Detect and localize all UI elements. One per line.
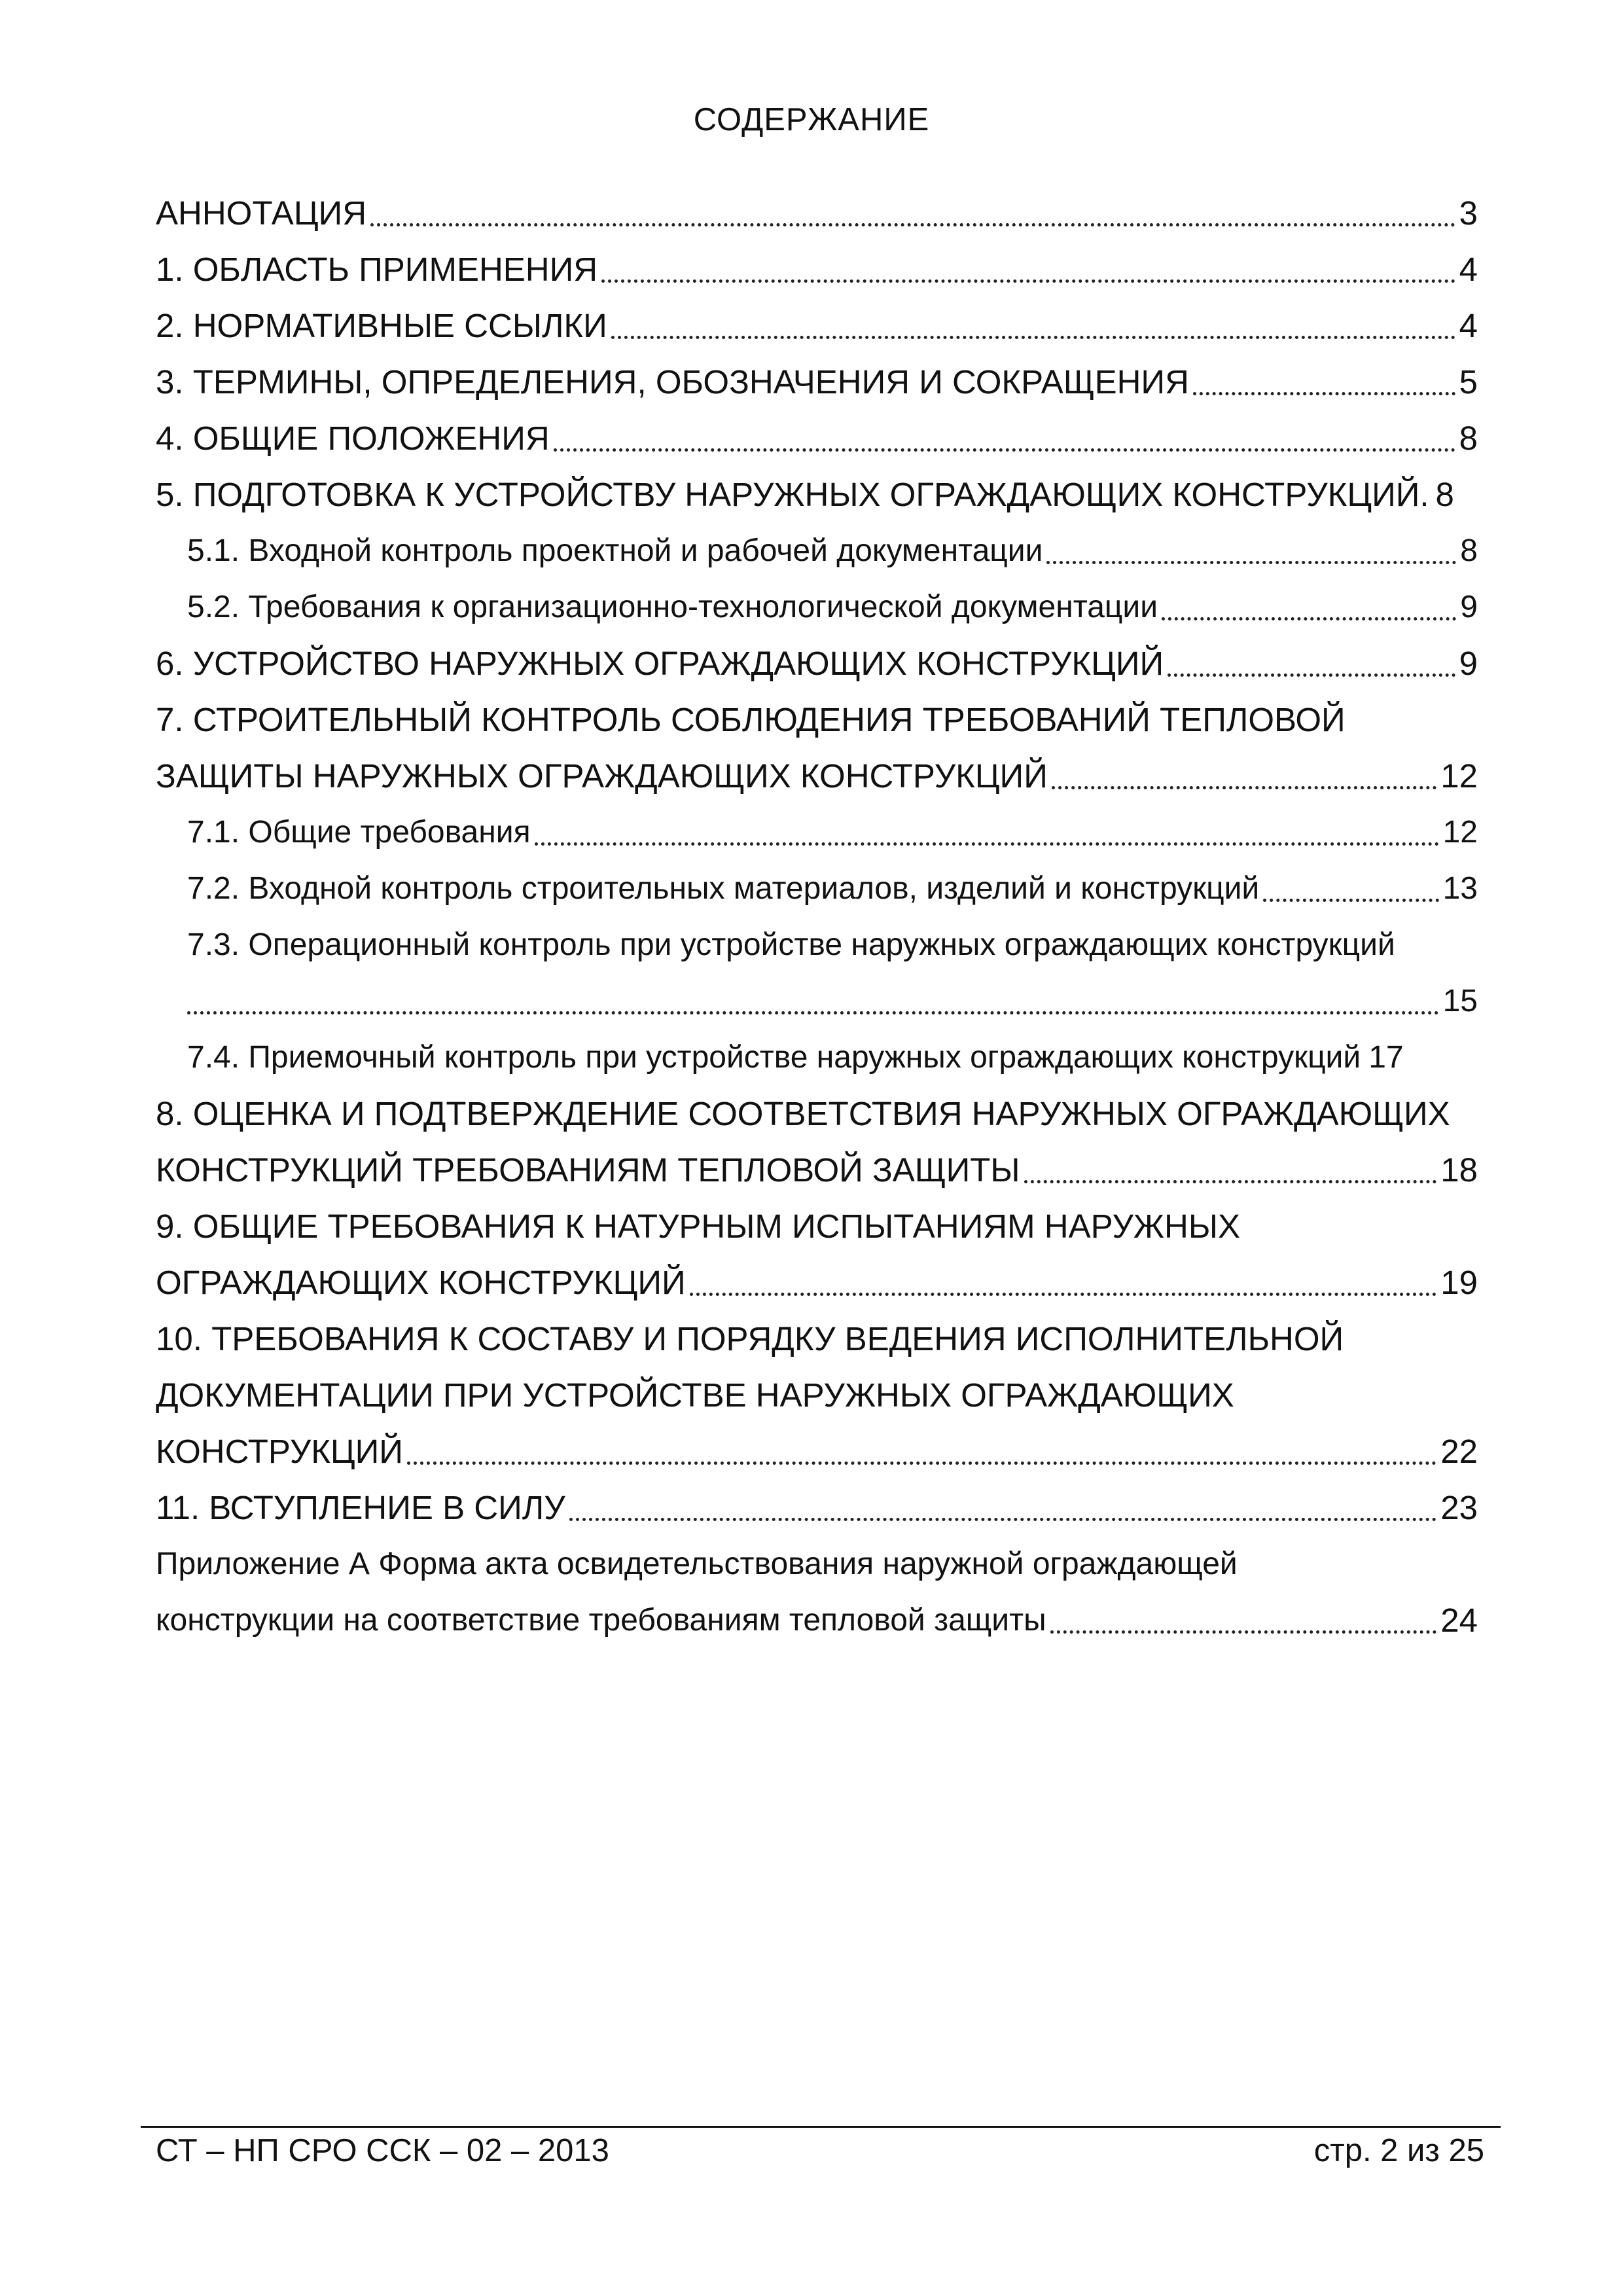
toc-page-number: 8 xyxy=(1460,533,1478,568)
toc-page-number: 9 xyxy=(1459,645,1478,682)
dot-leader xyxy=(187,1011,1439,1014)
dot-leader xyxy=(407,1462,1436,1465)
toc-entry-section-5-2[interactable] xyxy=(187,571,1478,627)
toc-entry-text: 7.4. Приемочный контроль при устройстве наружных ограждающих конструкций xyxy=(187,1040,1361,1075)
toc-entry-section-3[interactable] xyxy=(156,346,1478,402)
toc-page-number: 17 xyxy=(1368,1040,1404,1075)
toc-page-number: 15 xyxy=(1442,984,1478,1018)
toc-entry-text: 5. ПОДГОТОВКА К УСТРОЙСТВУ НАРУЖНЫХ ОГРАЖДАЮЩИХ КОНСТРУКЦИЙ. xyxy=(156,476,1429,513)
dot-leader xyxy=(611,336,1455,339)
toc-entry-section-5[interactable] xyxy=(156,458,1478,514)
toc-entry-text: 11. ВСТУПЛЕНИЕ В СИЛУ xyxy=(156,1489,565,1526)
toc-entry-section-9-line-2[interactable] xyxy=(156,1246,1478,1302)
page-title: СОДЕРЖАНИЕ xyxy=(693,102,930,137)
toc-entry-section-7-1[interactable] xyxy=(187,796,1478,852)
toc-entry-section-7-line-1[interactable] xyxy=(156,683,1478,740)
toc-entry-appendix-a-line-1[interactable] xyxy=(156,1528,1478,1584)
toc-page-number: 12 xyxy=(1440,757,1478,795)
toc-entry-text: 3. ТЕРМИНЫ, ОПРЕДЕЛЕНИЯ, ОБОЗНАЧЕНИЯ И СОКРАЩЕНИЯ xyxy=(156,363,1189,401)
toc-page-number: 12 xyxy=(1442,815,1478,850)
dot-leader xyxy=(690,1293,1437,1296)
toc-entry-section-10-line-1[interactable] xyxy=(156,1302,1478,1359)
toc-entry-section-2[interactable] xyxy=(156,289,1478,346)
toc-entry-section-4[interactable] xyxy=(156,402,1478,458)
toc-entry-text: 7.1. Общие требования xyxy=(187,815,531,850)
footer-doc-code: СТ – НП СРО ССК – 02 – 2013 xyxy=(156,2133,609,2168)
toc-entry-text: 7. СТРОИТЕЛЬНЫЙ КОНТРОЛЬ СОБЛЮДЕНИЯ ТРЕБОВАНИЙ ТЕПЛОВОЙ xyxy=(156,701,1346,738)
dot-leader xyxy=(1024,1180,1437,1183)
toc-page-number: 19 xyxy=(1440,1264,1478,1301)
toc-page-number: 9 xyxy=(1460,590,1478,624)
toc-entry-text: ДОКУМЕНТАЦИИ ПРИ УСТРОЙСТВЕ НАРУЖНЫХ ОГРАЖДАЮЩИХ xyxy=(156,1376,1234,1414)
toc-entry-text: ОГРАЖДАЮЩИХ КОНСТРУКЦИЙ xyxy=(156,1264,686,1301)
dot-leader xyxy=(370,223,1455,226)
toc-entry-section-6[interactable] xyxy=(156,627,1478,683)
toc-entry-section-10-line-3[interactable] xyxy=(156,1415,1478,1471)
toc-entry-text: 7.2. Входной контроль строительных материалов, изделий и конструкций xyxy=(187,871,1260,906)
dot-leader xyxy=(1168,673,1455,677)
toc-page-number: 22 xyxy=(1440,1433,1478,1470)
toc-page-number: 3 xyxy=(1459,194,1478,232)
toc-page-number: 24 xyxy=(1440,1602,1478,1639)
toc-entry-text: КОНСТРУКЦИЙ ТРЕБОВАНИЯМ ТЕПЛОВОЙ ЗАЩИТЫ xyxy=(156,1151,1020,1189)
toc-entry-section-7-2[interactable] xyxy=(187,852,1478,908)
toc-entry-text: Приложение А Форма акта освидетельствования наружной ограждающей xyxy=(156,1547,1238,1581)
toc-entry-text: 5.1. Входной контроль проектной и рабочей документации xyxy=(187,533,1043,568)
toc-entry-section-10-line-2[interactable] xyxy=(156,1359,1478,1415)
toc-page-number: 18 xyxy=(1440,1151,1478,1189)
toc-entry-section-11[interactable] xyxy=(156,1471,1478,1528)
toc-page-number: 8 xyxy=(1459,420,1478,457)
toc-entry-text: КОНСТРУКЦИЙ xyxy=(156,1433,403,1470)
footer-divider xyxy=(141,2126,1501,2128)
toc-entry-section-7-line-2[interactable] xyxy=(156,740,1478,796)
dot-leader xyxy=(1162,617,1456,620)
dot-leader xyxy=(1046,561,1456,564)
dot-leader xyxy=(1052,786,1436,789)
toc-page-number: 23 xyxy=(1440,1489,1478,1526)
toc-page-number: 5 xyxy=(1459,363,1478,401)
toc-entry-appendix-a-line-2[interactable] xyxy=(156,1584,1478,1640)
dot-leader xyxy=(601,279,1455,283)
dot-leader xyxy=(554,448,1455,452)
toc-entry-text: 5.2. Требования к организационно-технологической документации xyxy=(187,590,1158,624)
toc-page-number: 13 xyxy=(1442,871,1478,906)
toc-entry-text: 6. УСТРОЙСТВО НАРУЖНЫХ ОГРАЖДАЮЩИХ КОНСТРУКЦИЙ xyxy=(156,645,1164,682)
toc-entry-text: 8. ОЦЕНКА И ПОДТВЕРЖДЕНИЕ СООТВЕТСТВИЯ НАРУЖНЫХ ОГРАЖДАЮЩИХ xyxy=(156,1095,1450,1132)
toc-entry-text: конструкции на соответствие требованиям тепловой защиты xyxy=(156,1603,1046,1638)
toc-entry-section-7-3-line-2[interactable] xyxy=(187,965,1478,1021)
toc-entry-section-1[interactable] xyxy=(156,233,1478,289)
dot-leader xyxy=(569,1518,1437,1521)
dot-leader xyxy=(1263,899,1438,902)
dot-leader xyxy=(1050,1630,1437,1634)
toc-entry-text: 7.3. Операционный контроль при устройстве наружных ограждающих конструкций xyxy=(187,927,1395,962)
toc-page-number: 4 xyxy=(1459,251,1478,288)
toc-entry-annotation[interactable] xyxy=(156,177,1478,233)
toc-entry-section-7-3-line-1[interactable] xyxy=(187,908,1478,965)
dot-leader xyxy=(1193,392,1455,395)
toc-entry-text: 9. ОБЩИЕ ТРЕБОВАНИЯ К НАТУРНЫМ ИСПЫТАНИЯМ НАРУЖНЫХ xyxy=(156,1208,1240,1245)
toc-entry-section-7-4[interactable] xyxy=(187,1021,1478,1077)
toc-page-number: 8 xyxy=(1435,476,1454,513)
toc-entry-section-9-line-1[interactable] xyxy=(156,1190,1478,1246)
toc-entry-text: АННОТАЦИЯ xyxy=(156,194,367,232)
toc-page-number: 4 xyxy=(1459,307,1478,344)
toc-entry-text: 1. ОБЛАСТЬ ПРИМЕНЕНИЯ xyxy=(156,251,598,288)
footer-page-info: стр. 2 из 25 xyxy=(1313,2133,1484,2168)
toc-entry-text: 4. ОБЩИЕ ПОЛОЖЕНИЯ xyxy=(156,420,550,457)
toc-entry-section-8-line-1[interactable] xyxy=(156,1077,1478,1134)
toc-entry-section-5-1[interactable] xyxy=(187,514,1478,571)
toc-entry-section-8-line-2[interactable] xyxy=(156,1134,1478,1190)
toc-entry-text: 2. НОРМАТИВНЫЕ ССЫЛКИ xyxy=(156,307,607,344)
dot-leader xyxy=(535,842,1439,846)
toc-entry-text: ЗАЩИТЫ НАРУЖНЫХ ОГРАЖДАЮЩИХ КОНСТРУКЦИЙ xyxy=(156,757,1048,795)
toc-entry-text: 10. ТРЕБОВАНИЯ К СОСТАВУ И ПОРЯДКУ ВЕДЕНИЯ ИСПОЛНИТЕЛЬНОЙ xyxy=(156,1320,1344,1357)
